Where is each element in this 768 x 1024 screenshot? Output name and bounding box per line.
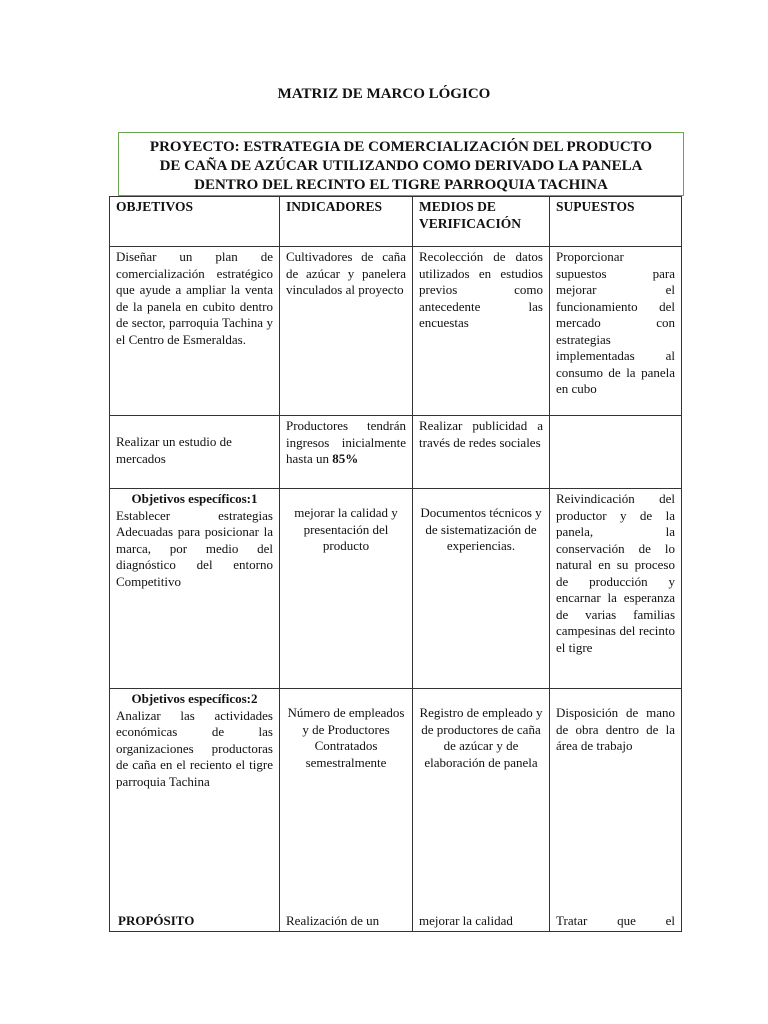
header-medios: MEDIOS DE VERIFICACIÓN (413, 197, 550, 247)
row3-objetivo-text: Establecer estrategias Adecuadas para posicionar la marca, por medio del diagnóstico del entorno Competitivo (116, 507, 273, 589)
table-header-row (110, 197, 682, 247)
row4-medio (413, 689, 550, 932)
row4-objetivo-text: Analizar las actividades económicas de las organizaciones productoras de caña en el reciento el tigre parroquia Tachina (116, 707, 273, 789)
row4-supuesto (550, 689, 682, 932)
row3-indicador (280, 489, 413, 689)
row4-supuesto-text: Disposición de mano de obra dentro de la área de trabajo (556, 705, 675, 753)
row4-objetivo (110, 689, 280, 932)
row4-indicador (280, 689, 413, 932)
table-row (110, 247, 682, 416)
row1-objetivo: Diseñar un plan de comercialización estratégico que ayude a ampliar la venta de la panela en cubito dentro de sector, parroquia Tachina y el Centro de Esmeraldas. (110, 247, 280, 416)
proposito-label: PROPÓSITO (118, 912, 195, 928)
row3-supuesto: Reivindicación del productor y de la panela, la conservación de lo natural en su proceso de producción y encarnar la esperanza de varias familias campesinas del recinto el tigre (550, 489, 682, 689)
header-indicadores: INDICADORES (280, 197, 413, 247)
logical-framework-table (109, 196, 682, 932)
header-objetivos: OBJETIVOS (110, 197, 280, 247)
row3-indicador-text: mejorar la calidad y presentación del producto (294, 505, 398, 553)
row4-medio-text: Registro de empleado y de productores de caña de azúcar y de elaboración de panela (419, 705, 543, 770)
table-row (110, 689, 682, 932)
row2-indicador (280, 416, 413, 489)
row1-medio: Recolección de datos utilizados en estudios previos como antecedente las encuestas (413, 247, 550, 416)
row1-supuesto: Proporcionar supuestos para mejorar el funcionamiento del mercado con estrategias implementadas al consumo de la panela en cubo (550, 247, 682, 416)
row4-indicador-bottom: Realización de un (286, 912, 380, 928)
row2-indicador-value: 85% (332, 451, 359, 466)
row4-supuesto-bottom: Tratar que el (556, 912, 675, 928)
row1-indicador: Cultivadores de caña de azúcar y panelera vinculados al proyecto (280, 247, 413, 416)
project-title-line-3: DENTRO DEL RECINTO EL TIGRE PARROQUIA TACHINA (194, 177, 608, 193)
row2-indicador-text: Productores tendrán ingresos inicialmente hasta un (286, 418, 406, 466)
header-supuestos: SUPUESTOS (550, 197, 682, 247)
document-title: MATRIZ DE MARCO LÓGICO (277, 86, 491, 102)
row2-supuesto (550, 416, 682, 489)
table-row (110, 416, 682, 489)
row3-medio (413, 489, 550, 689)
row2-medio: Realizar publicidad a través de redes sociales (413, 416, 550, 489)
row3-medio-text: Documentos técnicos y de sistematización de experiencias. (420, 505, 542, 553)
project-title-line-2: DE CAÑA DE AZÚCAR UTILIZANDO COMO DERIVADO LA PANELA (159, 158, 643, 174)
project-title-box (118, 132, 684, 196)
row4-heading: Objetivos específicos:2 (131, 691, 258, 706)
row3-objetivo (110, 489, 280, 689)
project-title-line-1: PROYECTO: ESTRATEGIA DE COMERCIALIZACIÓN DEL PRODUCTO (149, 139, 653, 155)
table-row (110, 489, 682, 689)
row2-objetivo-text: Realizar un estudio de mercados (116, 434, 232, 466)
row2-objetivo (110, 416, 280, 489)
row3-heading: Objetivos específicos:1 (131, 491, 258, 506)
row4-medio-bottom: mejorar la calidad (419, 912, 513, 928)
row4-indicador-text: Número de empleados y de Productores Contratados semestralmente (287, 705, 405, 770)
